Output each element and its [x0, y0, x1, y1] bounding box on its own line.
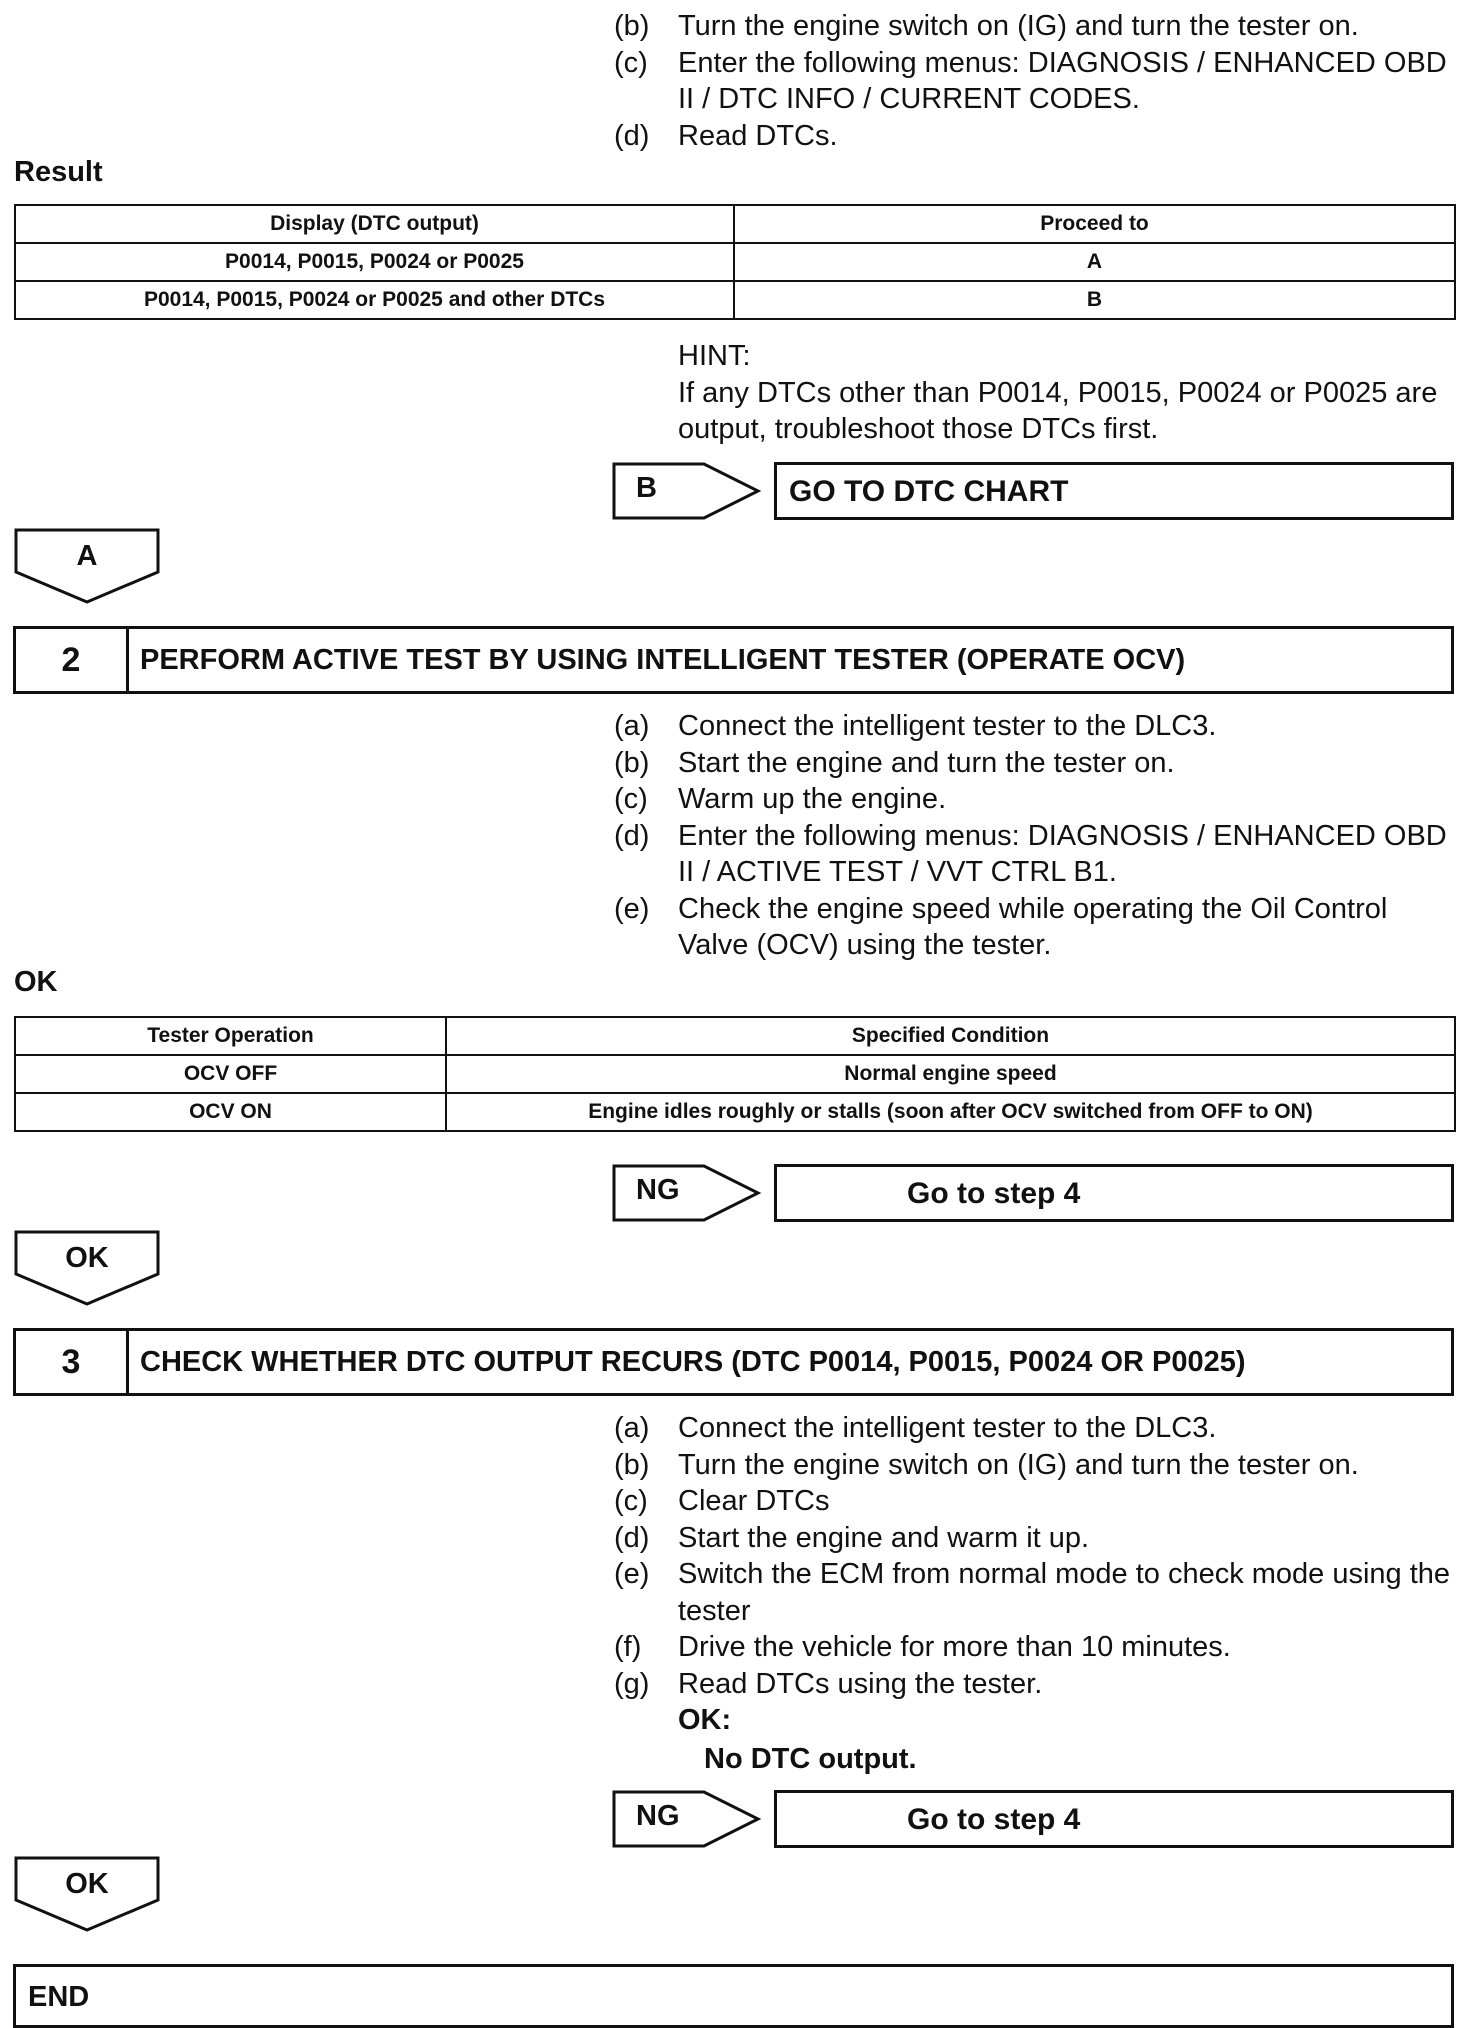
- step-title: CHECK WHETHER DTC OUTPUT RECURS (DTC P0014, P0015, P0024 OR P0025): [140, 1346, 1246, 1378]
- result-heading: Result: [14, 156, 103, 188]
- list-text: Start the engine and turn the tester on.: [678, 746, 1175, 779]
- step3-procedure-list: [614, 1410, 1454, 1777]
- list-item: [614, 45, 1454, 118]
- list-letter: (c): [614, 46, 648, 79]
- list-item: [614, 781, 1454, 818]
- step-3-header: [13, 1328, 1454, 1396]
- table-cell: A: [734, 243, 1455, 281]
- list-letter: (c): [614, 1485, 648, 1517]
- table-cell: OCV OFF: [15, 1055, 446, 1093]
- table-cell: P0014, P0015, P0024 or P0025: [15, 243, 734, 281]
- step-2-header: [13, 626, 1454, 694]
- list-text: Drive the vehicle for more than 10 minutes.: [678, 1631, 1231, 1663]
- proceed-a-arrow[interactable]: [14, 528, 160, 604]
- list-text: Clear DTCs: [678, 1485, 830, 1517]
- branch-tag-label: NG: [636, 1800, 680, 1832]
- hint-label: HINT:: [678, 340, 751, 372]
- ok-criteria-value: [614, 1741, 1454, 1778]
- result-table: [14, 204, 1456, 320]
- list-text: Read DTCs using the tester.: [678, 1667, 1043, 1700]
- table-cell: B: [734, 281, 1455, 319]
- table-row: [15, 1055, 1455, 1093]
- table-cell: Engine idles roughly or stalls (soon after OCV switched from OFF to ON): [446, 1093, 1455, 1131]
- table-row: [15, 243, 1455, 281]
- list-item: [614, 118, 1454, 155]
- ocv-test-table: [14, 1016, 1456, 1132]
- list-text: Connect the intelligent tester to the DLC3.: [678, 1412, 1217, 1444]
- ok-heading: OK: [14, 966, 58, 998]
- hint-text: If any DTCs other than P0014, P0015, P0024 or P0025 are output, troubleshoot those DTCs first.: [678, 376, 1438, 445]
- step2-ok-arrow[interactable]: [14, 1230, 160, 1306]
- destination-text: Go to step 4: [907, 1177, 1081, 1210]
- list-item: [614, 1629, 1454, 1666]
- list-text: Enter the following menus: DIAGNOSIS / ENHANCED OBD II / DTC INFO / CURRENT CODES.: [678, 46, 1447, 115]
- list-item: [614, 8, 1454, 45]
- list-letter: (b): [614, 746, 650, 779]
- table-header-row: [15, 205, 1455, 243]
- list-text: Check the engine speed while operating the Oil Control Valve (OCV) using the tester.: [678, 892, 1388, 961]
- arrow-label: OK: [65, 1868, 109, 1900]
- dtc-chart-destination-box[interactable]: [774, 462, 1454, 520]
- table-cell: OCV ON: [15, 1093, 446, 1131]
- table-header-cell: Specified Condition: [446, 1017, 1455, 1055]
- ok-label: OK:: [678, 1704, 732, 1736]
- list-text: Start the engine and warm it up.: [678, 1521, 1090, 1554]
- list-letter: (d): [614, 119, 650, 152]
- list-letter: (g): [614, 1667, 650, 1700]
- table-header-row: [15, 1017, 1455, 1055]
- list-letter: (d): [614, 819, 650, 852]
- list-text: Enter the following menus: DIAGNOSIS / ENHANCED OBD II / ACTIVE TEST / VVT CTRL B1.: [678, 819, 1447, 888]
- list-item: [614, 1447, 1454, 1484]
- list-text: Warm up the engine.: [678, 783, 947, 815]
- list-letter: (e): [614, 1558, 650, 1590]
- list-text: Turn the engine switch on (IG) and turn the tester on.: [678, 10, 1359, 42]
- end-box: [13, 1964, 1454, 2028]
- pointer-arrow-icon: [612, 1790, 762, 1848]
- arrow-label: OK: [65, 1242, 109, 1274]
- hint-block: [678, 338, 1458, 448]
- go-to-step4-box[interactable]: [774, 1790, 1454, 1848]
- list-letter: (a): [614, 710, 650, 742]
- ok-value: No DTC output.: [704, 1742, 917, 1775]
- step2-procedure-list: [614, 708, 1454, 964]
- list-text: Read DTCs.: [678, 119, 838, 152]
- list-item: [614, 1483, 1454, 1520]
- list-item: [614, 1556, 1454, 1629]
- end-label: END: [28, 1981, 90, 2013]
- list-item: [614, 891, 1454, 964]
- table-header-cell: Display (DTC output): [15, 205, 734, 243]
- ok-criteria-label: [614, 1702, 1454, 1739]
- list-letter: (b): [614, 1448, 650, 1481]
- step-number: 3: [16, 1331, 129, 1393]
- list-item: [614, 1666, 1454, 1703]
- go-to-step4-box[interactable]: [774, 1164, 1454, 1222]
- list-item: [614, 1520, 1454, 1557]
- table-cell: Normal engine speed: [446, 1055, 1455, 1093]
- table-header-cell: Proceed to: [734, 205, 1455, 243]
- list-item: [614, 1410, 1454, 1447]
- list-letter: (e): [614, 892, 650, 925]
- pointer-arrow-icon: [612, 462, 762, 520]
- table-row: [15, 281, 1455, 319]
- list-letter: (f): [614, 1631, 642, 1663]
- list-item: [614, 708, 1454, 745]
- step-title: PERFORM ACTIVE TEST BY USING INTELLIGENT TESTER (OPERATE OCV): [140, 644, 1186, 676]
- pointer-arrow-icon: [612, 1164, 762, 1222]
- table-row: [15, 1093, 1455, 1131]
- branch-tag-label: NG: [636, 1174, 680, 1206]
- list-item: [614, 818, 1454, 891]
- list-letter: (c): [614, 783, 648, 815]
- list-text: Switch the ECM from normal mode to check mode using the tester: [678, 1558, 1451, 1627]
- step3-ok-arrow[interactable]: [14, 1856, 160, 1932]
- table-cell: P0014, P0015, P0024 or P0025 and other DTCs: [15, 281, 734, 319]
- list-text: Turn the engine switch on (IG) and turn the tester on.: [678, 1448, 1359, 1481]
- step1-procedure-list: [614, 8, 1454, 154]
- list-text: Connect the intelligent tester to the DLC3.: [678, 710, 1217, 742]
- list-letter: (b): [614, 10, 650, 42]
- list-letter: (d): [614, 1521, 650, 1554]
- table-header-cell: Tester Operation: [15, 1017, 446, 1055]
- destination-text: GO TO DTC CHART: [789, 475, 1069, 508]
- list-letter: (a): [614, 1412, 650, 1444]
- branch-tag-label: B: [636, 472, 657, 504]
- step-number: 2: [16, 629, 129, 691]
- arrow-label: A: [76, 540, 98, 572]
- list-item: [614, 745, 1454, 782]
- destination-text: Go to step 4: [907, 1803, 1081, 1836]
